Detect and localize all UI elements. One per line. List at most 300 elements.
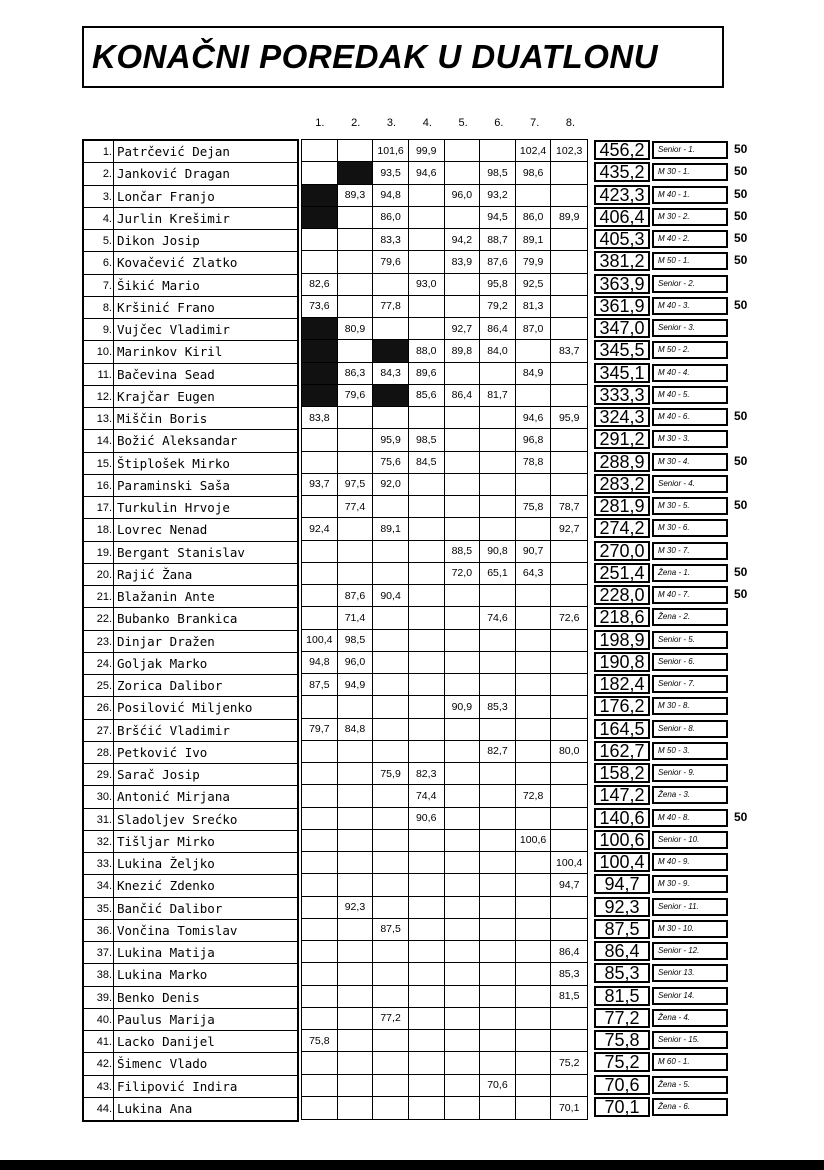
score-cell [373,941,409,962]
score-cell [516,652,552,673]
score-cell [409,563,445,584]
score-cell [373,963,409,984]
total-score: 345,1 [594,363,650,383]
category-placement: M 40 - 3. [652,297,728,315]
score-cell [480,429,516,450]
total-score: 158,2 [594,763,650,783]
score-cell: 90,6 [409,808,445,829]
category-placement: M 60 - 1. [652,1053,728,1071]
category-placement: M 30 - 1. [652,163,728,181]
bonus-points: 50 [734,208,748,223]
total-score: 405,3 [594,229,650,249]
score-cell: 87,5 [373,919,409,940]
score-cell [445,296,481,317]
competitor-name: Jurlin Krešimir [117,210,230,226]
score-cell: 94,8 [302,652,338,673]
score-cell: 81,5 [558,990,580,1003]
score-cell: 92,3 [338,897,374,918]
total-score: 140,6 [594,808,650,828]
score-cell [516,1075,552,1096]
total-score: 198,9 [594,630,650,650]
score-cell [445,274,481,295]
category-placement: Senior - 6. [652,653,728,671]
score-cell [302,541,338,562]
total-score: 182,4 [594,674,650,694]
rank: 24. [84,653,114,674]
score-cell: 94,5 [480,207,516,228]
score-cell [409,251,445,272]
total-row [594,384,728,406]
total-row [594,985,728,1007]
score-cell [551,318,587,339]
score-cell: 80,9 [338,318,374,339]
competitor-row [84,608,297,630]
score-cell [551,630,587,651]
score-row [302,207,587,229]
score-row [302,429,587,451]
score-cell [338,340,374,361]
score-cell [302,162,338,183]
category-placement: Senior - 7. [652,675,728,693]
column-number: 1. [315,117,325,129]
score-cell: 102,3 [556,144,583,157]
competitor-name: Goljak Marko [117,655,208,671]
total-score: 176,2 [594,696,650,716]
total-score: 77,2 [594,1008,650,1028]
score-cell: 100,4 [302,630,338,651]
score-cell: 89,9 [558,211,580,224]
score-cell [373,674,409,695]
competitor-name: Krajčar Eugen [117,388,215,404]
rank: 20. [84,564,114,585]
category-placement: M 30 - 3. [652,430,728,448]
score-row [302,652,587,674]
score-cell [373,830,409,851]
score-cell [373,1052,409,1073]
score-cell [302,874,338,895]
score-cell [445,607,481,628]
score-row [302,185,587,207]
score-row [302,763,587,785]
score-cell [445,363,481,384]
score-cell: 94,8 [373,185,409,206]
score-cell: 98,5 [409,429,445,450]
score-cell: 71,4 [338,607,374,628]
score-row [302,318,587,340]
category-placement: Senior - 4. [652,475,728,493]
score-cell: 79,9 [516,251,552,272]
category-placement: M 40 - 1. [652,186,728,204]
score-cell [409,518,445,539]
total-score: 87,5 [594,919,650,939]
score-cell [480,1097,516,1119]
score-row [302,518,587,540]
total-row [594,206,728,228]
competitor-row [84,141,297,163]
score-cell [445,785,481,806]
score-cell: 70,6 [480,1075,516,1096]
score-cell [409,407,445,428]
score-cell [551,652,587,673]
category-placement: Žena - 4. [652,1009,728,1027]
score-cell [516,941,552,962]
score-cell [338,941,374,962]
score-cell: 87,5 [302,674,338,695]
score-cell [480,474,516,495]
score-cell [373,1097,409,1119]
competitor-row [84,275,297,297]
score-cell [551,229,587,250]
score-cell: 85,6 [409,385,445,406]
score-cell [302,229,338,250]
bonus-points: 50 [734,231,748,245]
score-row [302,941,587,963]
score-row [302,1008,587,1030]
competitor-row [84,1009,297,1031]
category-placement: Senior - 9. [652,764,728,782]
score-cell [302,207,338,228]
score-row [302,452,587,474]
total-row [594,1074,728,1096]
score-cell: 97,5 [338,474,374,495]
score-cell: 79,7 [302,719,338,740]
score-row [302,897,587,919]
score-cell: 75,9 [373,763,409,784]
score-row [302,963,587,985]
rank: 7. [84,275,114,296]
score-cell [445,518,481,539]
score-cell [480,407,516,428]
rank: 28. [84,742,114,763]
competitor-name: Lončar Franjo [117,188,215,204]
score-cell [409,585,445,606]
competitor-row [84,475,297,497]
total-row [594,428,728,450]
score-cell [409,696,445,717]
score-cell [409,852,445,873]
rank: 36. [84,920,114,941]
competitor-name: Blažanin Ante [117,589,215,605]
competitor-name: Lovrec Nenad [117,522,208,538]
competitor-name: Dinjar Dražen [117,633,215,649]
category-placement: M 50 - 2. [652,341,728,359]
score-cell [551,429,587,450]
score-cell [551,674,587,695]
total-row [594,495,728,517]
total-score: 75,8 [594,1030,650,1050]
score-row [302,607,587,629]
total-row [594,1029,728,1051]
rank: 17. [84,497,114,518]
score-cell [516,852,552,873]
score-cell [302,696,338,717]
rank: 40. [84,1009,114,1030]
total-score: 361,9 [594,296,650,316]
competitor-name: Lukina Željko [117,856,215,872]
score-cell [551,585,587,606]
score-cell: 79,6 [338,385,374,406]
score-cell: 93,7 [302,474,338,495]
score-cell: 84,9 [516,363,552,384]
score-cell: 94,2 [445,229,481,250]
score-row [302,541,587,563]
score-cell: 88,5 [445,541,481,562]
score-cell [373,785,409,806]
score-cell [338,207,374,228]
bottom-bar [0,1160,824,1170]
bonus-points: 50 [734,498,748,512]
score-cell [516,474,552,495]
total-score: 406,4 [594,207,650,227]
score-cell [338,140,374,161]
total-score: 281,9 [594,496,650,516]
category-placement: M 30 - 5. [652,497,728,515]
total-row [594,629,728,651]
score-cell [409,474,445,495]
score-cell: 82,6 [302,274,338,295]
rank: 39. [84,987,114,1008]
competitor-name: Šikić Mario [117,277,200,293]
total-score: 94,7 [594,874,650,894]
score-cell [409,630,445,651]
score-cell [338,563,374,584]
total-row [594,673,728,695]
competitor-row [84,697,297,719]
score-cell [516,1008,552,1029]
category-placement: M 40 - 9. [652,853,728,871]
score-row [302,674,587,696]
score-cell [445,986,481,1007]
total-score: 423,3 [594,185,650,205]
score-cell: 75,2 [558,1056,580,1069]
score-cell [373,274,409,295]
total-score: 270,0 [594,541,650,561]
score-cell [373,719,409,740]
score-cell: 89,1 [373,518,409,539]
score-cell: 89,3 [338,185,374,206]
score-row [302,1097,587,1119]
rank: 2. [84,163,114,184]
score-cell [551,274,587,295]
rank: 35. [84,898,114,919]
score-cell: 95,8 [480,274,516,295]
score-cell [409,1008,445,1029]
score-cell: 95,9 [558,411,580,424]
score-cell [302,363,338,384]
score-cell [551,385,587,406]
score-cell [302,452,338,473]
bonus-points: 50 [734,253,748,268]
competitor-name: Knezić Zdenko [117,878,215,894]
competitor-name: Bršćić Vladimir [117,722,230,738]
score-cell [373,340,409,361]
score-row [302,986,587,1008]
score-cell [338,518,374,539]
total-score: 228,0 [594,585,650,605]
score-cell: 101,6 [373,140,409,161]
score-cell: 96,0 [445,185,481,206]
score-cell [302,429,338,450]
category-placement: M 50 - 3. [652,742,728,760]
score-cell [551,1008,587,1029]
score-row [302,830,587,852]
score-cell: 90,9 [445,696,481,717]
competitor-row [84,408,297,430]
score-cell: 81,3 [516,296,552,317]
scores-grid [301,139,588,1120]
score-cell [516,607,552,628]
category-placement: M 30 - 6. [652,519,728,537]
score-row [302,785,587,807]
total-score: 100,6 [594,830,650,850]
score-row [302,741,587,763]
score-cell: 88,7 [480,229,516,250]
category-placement: Senior 14. [652,987,728,1005]
score-cell [302,897,338,918]
competitor-name: Kovačević Zlatko [117,255,238,271]
score-cell [338,274,374,295]
score-cell [373,385,409,406]
category-placement: Senior - 8. [652,720,728,738]
competitor-row [84,764,297,786]
score-cell [480,1008,516,1029]
total-row [594,851,728,873]
total-row [594,651,728,673]
total-score: 162,7 [594,741,650,761]
total-score: 381,2 [594,251,650,271]
competitor-row [84,920,297,942]
score-cell: 90,7 [516,541,552,562]
score-cell [445,830,481,851]
score-cell [551,719,587,740]
score-cell: 79,2 [480,296,516,317]
score-cell [302,808,338,829]
bonus-points: 50 [734,564,748,579]
competitor-row [84,542,297,564]
score-cell: 98,6 [516,162,552,183]
score-cell [409,1097,445,1119]
competitor-name: Bubanko Brankica [117,611,238,627]
score-row [302,229,587,251]
score-cell [302,385,338,406]
score-cell [409,941,445,962]
score-cell [338,696,374,717]
total-row [594,517,728,539]
score-cell [480,830,516,851]
competitor-name: Vončina Tomislav [117,922,238,938]
score-cell: 87,0 [516,318,552,339]
competitor-row [84,364,297,386]
total-row [594,807,728,829]
score-row [302,1075,587,1097]
total-score: 70,6 [594,1075,650,1095]
category-placement: M 30 - 8. [652,697,728,715]
score-cell [480,941,516,962]
score-cell: 74,6 [480,607,516,628]
score-cell [338,251,374,272]
competitor-row [84,386,297,408]
score-row [302,363,587,385]
competitor-name: Posilović Miljenko [117,700,253,716]
competitor-name: Paulus Marija [117,1011,215,1027]
score-cell: 81,7 [480,385,516,406]
score-cell [516,1052,552,1073]
category-placement: Senior - 2. [652,275,728,293]
score-cell [516,808,552,829]
score-cell [445,919,481,940]
competitor-name: Lukina Ana [117,1101,193,1117]
rank: 15. [84,453,114,474]
score-cell [480,585,516,606]
total-score: 92,3 [594,897,650,917]
score-cell: 92,5 [516,274,552,295]
score-cell [338,808,374,829]
category-placement: Senior 13. [652,964,728,982]
score-cell [338,852,374,873]
score-cell: 82,7 [480,741,516,762]
category-placement: M 40 - 5. [652,386,728,404]
score-row [302,474,587,496]
score-cell [551,1030,587,1051]
score-cell: 82,3 [409,763,445,784]
competitor-name: Benko Denis [117,989,200,1005]
score-cell: 83,8 [302,407,338,428]
competitor-row [84,875,297,897]
rank: 14. [84,430,114,451]
competitor-name: Sarač Josip [117,767,200,783]
category-placement: M 30 - 9. [652,875,728,893]
score-cell [480,363,516,384]
score-cell [445,719,481,740]
score-cell [480,652,516,673]
score-cell [409,607,445,628]
score-cell [338,1008,374,1029]
score-cell [409,296,445,317]
score-cell [516,874,552,895]
competitor-row [84,1053,297,1075]
competitor-name: Paraminski Saša [117,477,230,493]
score-cell [480,1030,516,1051]
score-cell [338,763,374,784]
competitor-row [84,942,297,964]
score-row [302,874,587,896]
score-cell [445,741,481,762]
competitor-row [84,163,297,185]
score-row [302,585,587,607]
score-cell: 72,0 [445,563,481,584]
score-cell: 86,0 [373,207,409,228]
score-cell [373,630,409,651]
score-cell [409,1030,445,1051]
score-cell [373,1075,409,1096]
bonus-points: 50 [734,409,748,423]
competitor-name: Rajić Žana [117,566,193,582]
competitor-row [84,1031,297,1053]
competitor-name: Božić Aleksandar [117,433,238,449]
score-cell [338,785,374,806]
total-row [594,339,728,361]
score-cell [480,1052,516,1073]
score-cell [373,852,409,873]
score-cell [373,318,409,339]
score-cell [551,808,587,829]
total-row [594,540,728,562]
score-cell: 72,6 [558,611,580,624]
score-cell: 73,6 [302,296,338,317]
score-row [302,808,587,830]
competitor-row [84,831,297,853]
page-title: KONAČNI POREDAK U DUATLONU [92,38,659,75]
